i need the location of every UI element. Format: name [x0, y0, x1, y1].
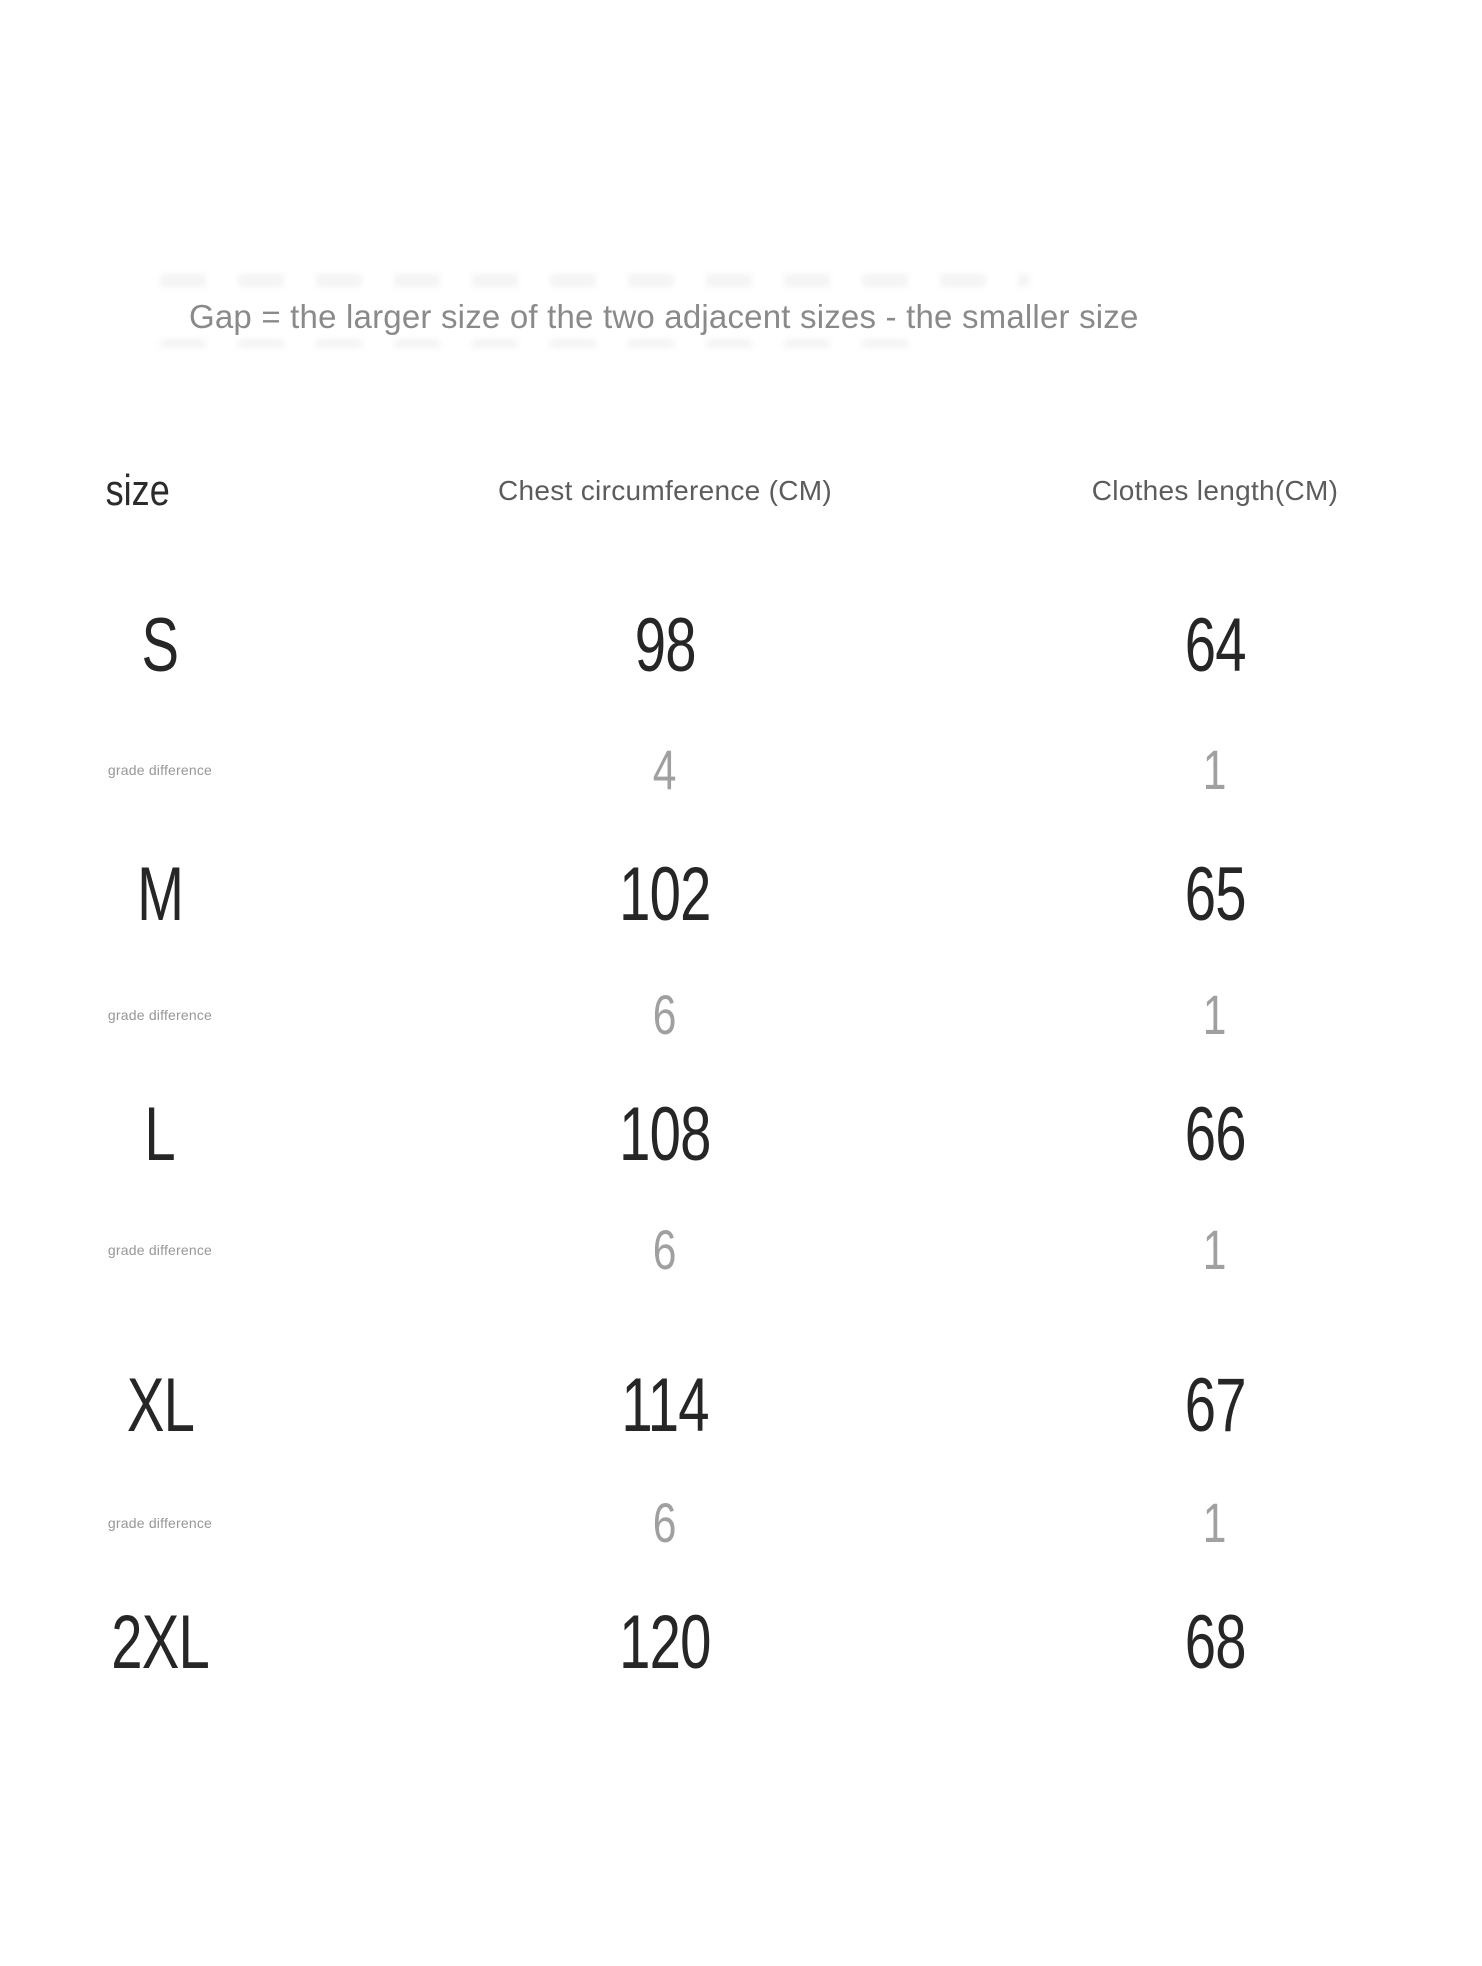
chest-value: 102 — [619, 852, 711, 937]
size-label: S — [141, 603, 179, 688]
column-header-length: Clothes length(CM) — [1091, 475, 1339, 506]
table-row-size-m — [0, 852, 1482, 937]
table-row-size-xl — [0, 1363, 1482, 1448]
size-label: M — [136, 852, 184, 937]
length-value: 64 — [1184, 603, 1246, 688]
length-value: 67 — [1184, 1363, 1246, 1448]
table-row-grade-difference — [0, 1491, 1482, 1554]
chest-diff-value: 4 — [653, 738, 677, 801]
faded-text-artifact — [160, 274, 1030, 287]
table-row-size-s — [0, 603, 1482, 688]
chest-diff-value: 6 — [653, 983, 677, 1046]
grade-difference-label: grade difference — [107, 1242, 213, 1258]
chest-value: 108 — [619, 1092, 711, 1177]
length-value: 65 — [1184, 852, 1246, 937]
chest-value: 120 — [619, 1600, 711, 1685]
length-value: 68 — [1184, 1600, 1246, 1685]
length-diff-value: 1 — [1203, 1491, 1227, 1554]
size-label: XL — [126, 1363, 194, 1448]
gap-formula-note: Gap = the larger size of the two adjacent sizes - the smaller size — [189, 298, 1139, 335]
length-diff-value: 1 — [1203, 983, 1227, 1046]
table-row-size-l — [0, 1092, 1482, 1177]
size-label: 2XL — [111, 1600, 209, 1685]
table-row-grade-difference — [0, 983, 1482, 1046]
column-header-chest: Chest circumference (CM) — [498, 475, 832, 506]
length-diff-value: 1 — [1203, 738, 1227, 801]
grade-difference-label: grade difference — [107, 1007, 213, 1023]
table-row-grade-difference — [0, 1218, 1482, 1281]
grade-difference-label: grade difference — [107, 762, 213, 778]
grade-difference-label: grade difference — [107, 1515, 213, 1531]
length-value: 66 — [1184, 1092, 1246, 1177]
chest-diff-value: 6 — [653, 1491, 677, 1554]
length-diff-value: 1 — [1203, 1218, 1227, 1281]
table-header-row — [0, 468, 1482, 514]
chest-value: 114 — [621, 1363, 709, 1448]
size-label: L — [144, 1092, 176, 1177]
table-row-grade-difference — [0, 738, 1482, 801]
table-row-size-2xl — [0, 1600, 1482, 1685]
faded-text-artifact — [160, 339, 920, 348]
column-header-size: size — [105, 466, 170, 515]
chest-diff-value: 6 — [653, 1218, 677, 1281]
chest-value: 98 — [634, 603, 696, 688]
